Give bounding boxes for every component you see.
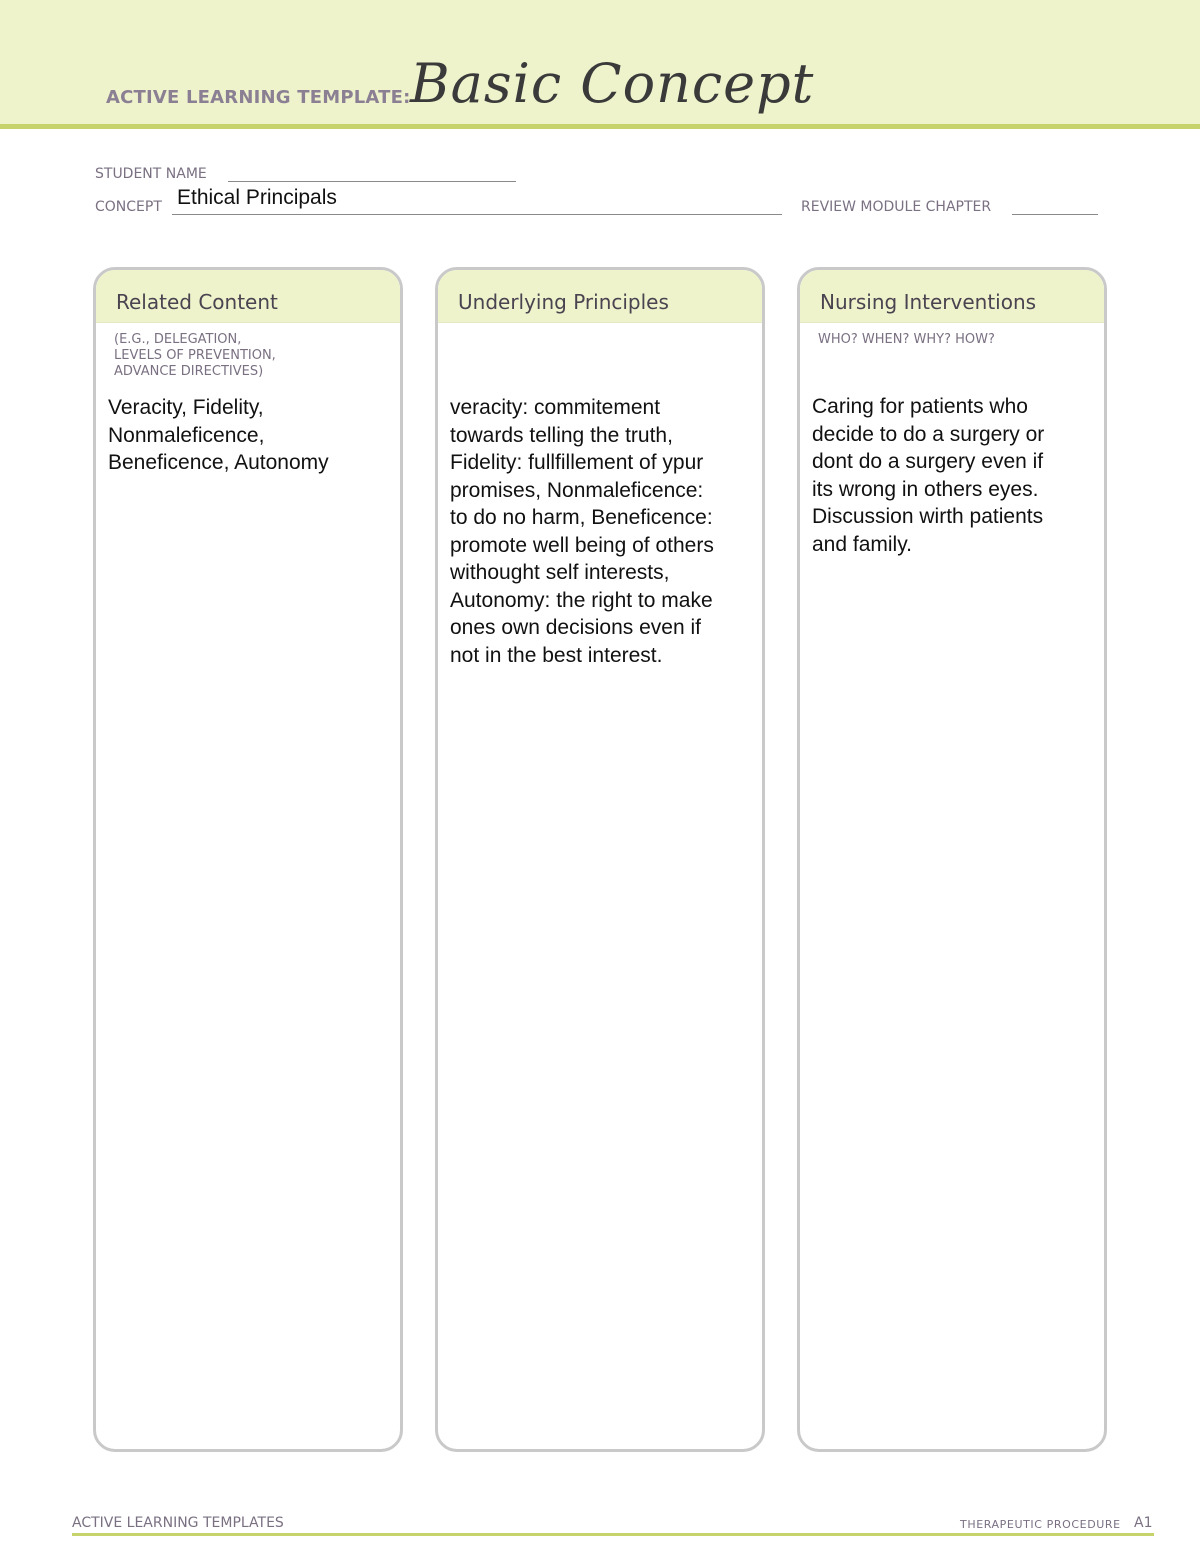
body-line: promote well being of others	[450, 533, 714, 557]
concept-field[interactable]	[172, 214, 782, 215]
related-content-panel	[93, 267, 403, 1452]
body-line: Veracity, Fidelity,	[108, 396, 264, 419]
body-line: Fidelity: fullfillement of ypur	[450, 451, 704, 474]
footer-right-label: THERAPEUTIC PROCEDURE	[960, 1518, 1121, 1531]
nursing-interventions-panel	[797, 267, 1107, 1452]
body-line: its wrong in others eyes.	[812, 477, 1039, 501]
nursing-interventions-body[interactable]	[812, 393, 1107, 558]
concept-label: CONCEPT	[95, 199, 162, 215]
body-line: ones own decisions even if	[450, 616, 701, 639]
underlying-principles-title: Underlying Principles	[458, 290, 669, 314]
footer-page-number: A1	[1134, 1515, 1153, 1531]
nursing-interventions-title: Nursing Interventions	[820, 290, 1037, 314]
body-line: to do no harm, Beneficence:	[450, 506, 713, 529]
body-line: promises, Nonmaleficence:	[450, 478, 704, 502]
body-line: Nonmaleficence,	[108, 423, 265, 447]
body-line: towards telling the truth,	[450, 423, 673, 447]
body-line: withought self interests,	[450, 561, 670, 584]
review-module-label: REVIEW MODULE CHAPTER	[801, 199, 992, 215]
student-name-label: STUDENT NAME	[95, 166, 207, 182]
review-module-field[interactable]	[1012, 214, 1098, 215]
body-line: veracity: commitement	[450, 396, 661, 419]
related-content-subtitle: (E.G., DELEGATION, LEVELS OF PREVENTION, ADVANCE DIRECTIVES)	[114, 332, 276, 379]
template-title: Basic Concept	[410, 52, 815, 115]
underlying-principles-panel	[435, 267, 765, 1452]
body-line: Autonomy: the right to make	[450, 588, 713, 612]
related-content-body[interactable]	[108, 394, 403, 477]
underlying-principles-body[interactable]	[450, 394, 750, 669]
body-line: Caring for patients who	[812, 395, 1028, 418]
template-label: ACTIVE LEARNING TEMPLATE:	[106, 87, 411, 108]
body-line: dont do a surgery even if	[812, 450, 1044, 473]
nursing-interventions-subtitle: WHO? WHEN? WHY? HOW?	[818, 332, 995, 347]
related-content-title: Related Content	[116, 290, 278, 314]
concept-value: Ethical Principals	[177, 186, 337, 209]
student-name-field[interactable]	[228, 181, 516, 182]
footer-left-label: ACTIVE LEARNING TEMPLATES	[72, 1515, 284, 1531]
footer-divider	[72, 1533, 1154, 1536]
body-line: Beneficence, Autonomy	[108, 451, 329, 474]
body-line: Discussion wirth patients	[812, 505, 1044, 528]
body-line: not in the best interest.	[450, 643, 663, 667]
body-line: decide to do a surgery or	[812, 422, 1045, 446]
body-line: and family.	[812, 532, 912, 556]
